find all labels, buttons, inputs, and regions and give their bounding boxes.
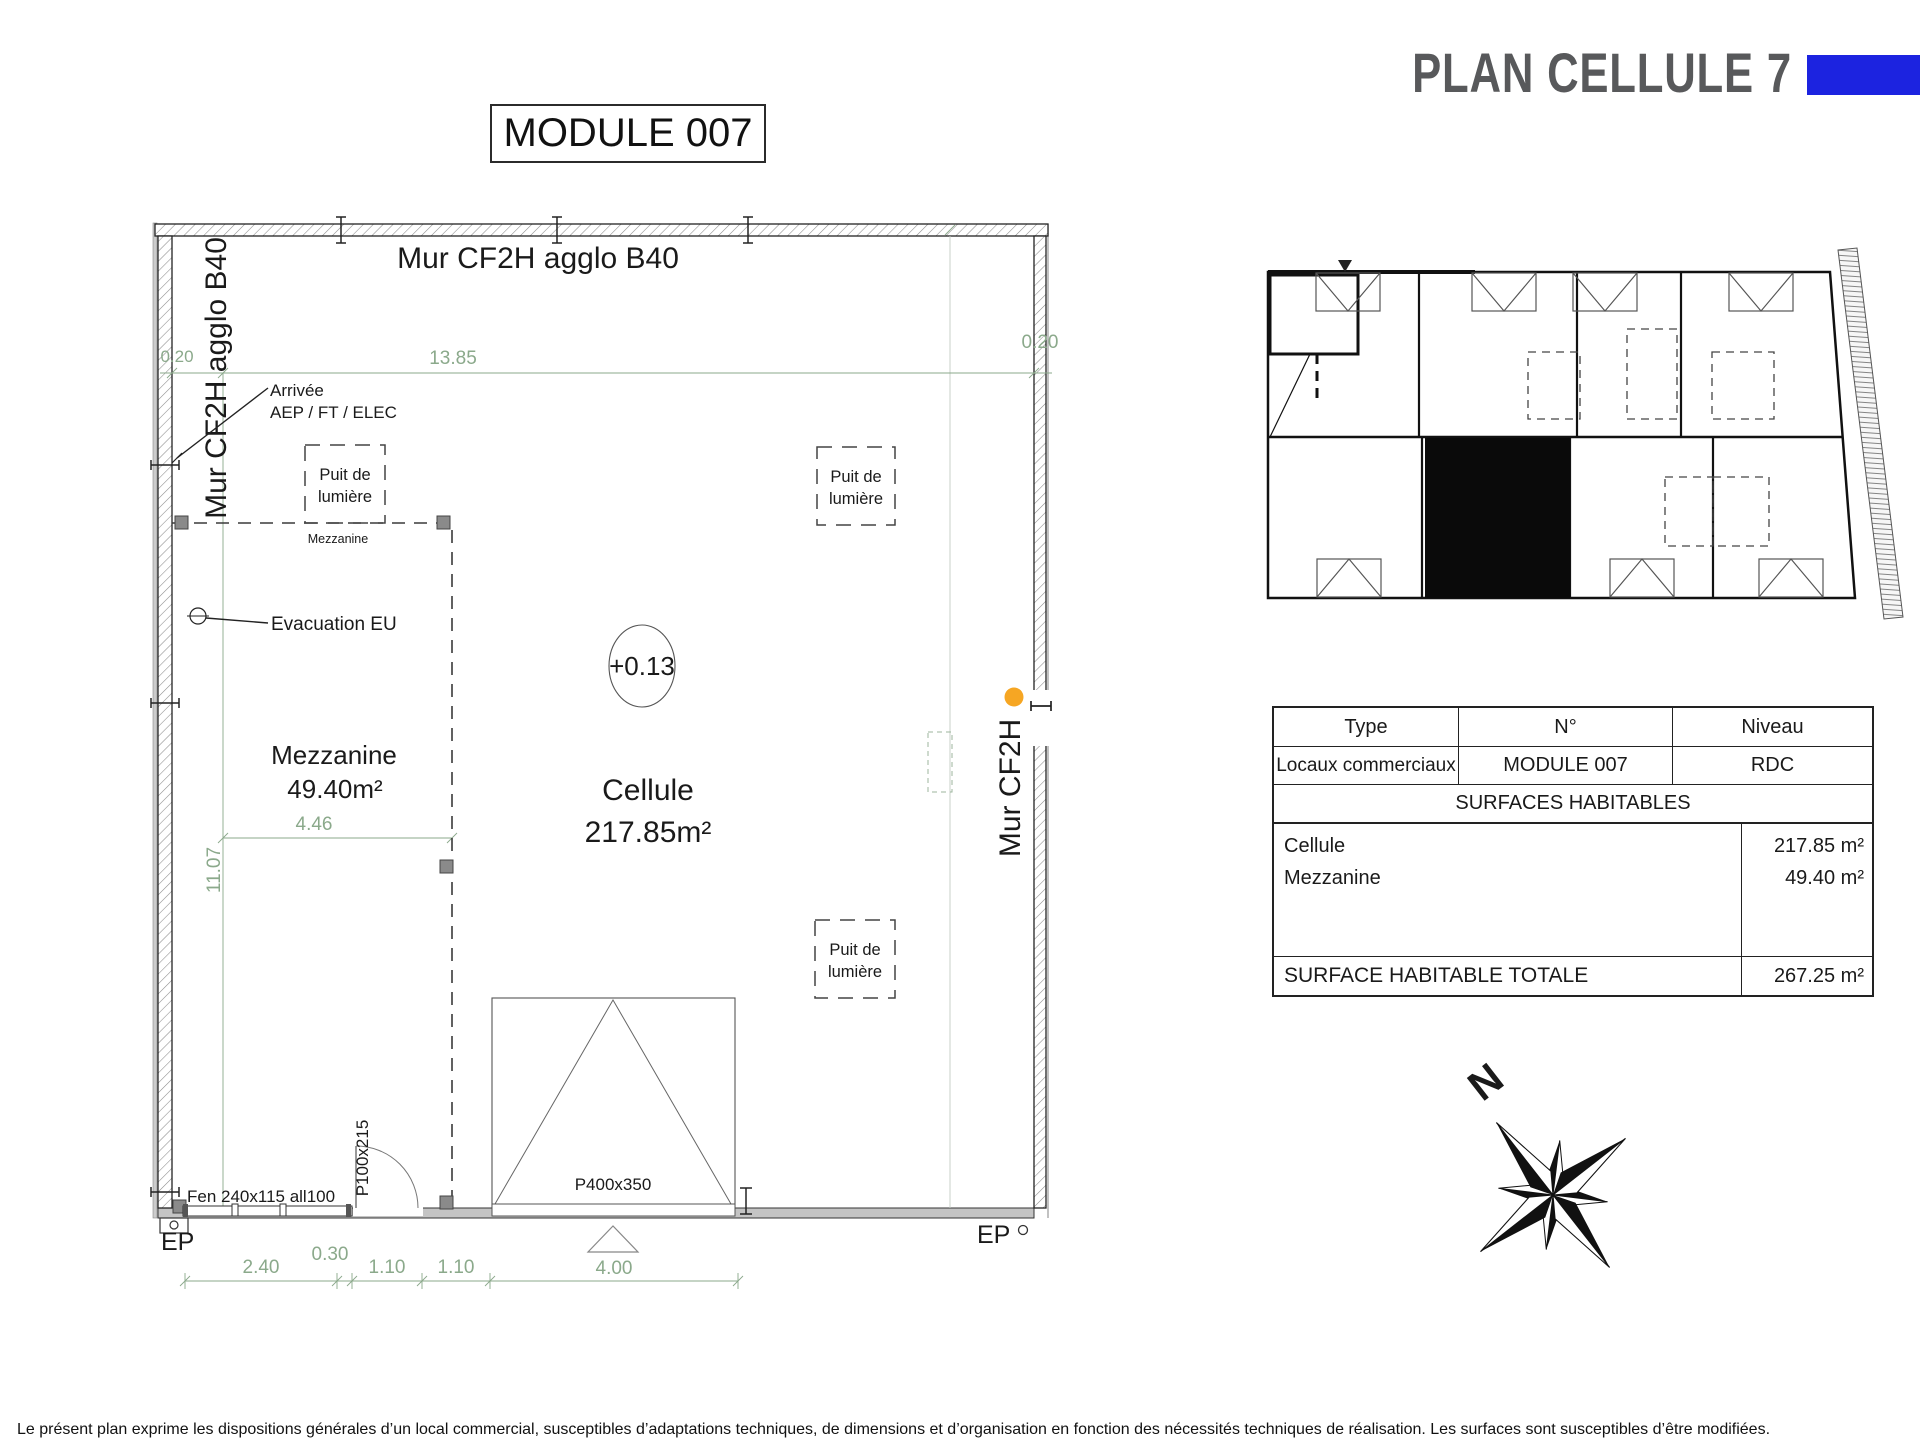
- table-data-row: [1274, 747, 1872, 785]
- dim-wall-right: 0.20: [1021, 332, 1059, 353]
- surface-table: [1272, 706, 1874, 997]
- door-large-label: P400x350: [574, 1175, 652, 1194]
- dim-110a: 1.10: [368, 1257, 406, 1278]
- arrivee-label-2: AEP / FT / ELEC: [270, 403, 397, 422]
- skylight-3: [815, 920, 895, 998]
- dim-mezz-width: 4.46: [295, 814, 333, 835]
- evacuation-leader: [206, 618, 268, 623]
- svg-text:lumière: lumière: [827, 963, 883, 981]
- selection-marker: [1005, 688, 1024, 707]
- table-section-title: SURFACES HABITABLES: [1455, 792, 1691, 814]
- module-title-box: [490, 104, 766, 163]
- table-cell-level: RDC: [1750, 754, 1795, 776]
- svg-text:Puit de: Puit de: [829, 941, 881, 959]
- cellule-name: Cellule: [602, 774, 694, 807]
- evacuation-label: Evacuation EU: [271, 614, 397, 635]
- dim-wall-left: 0.20: [160, 347, 194, 366]
- table-body-values: [1741, 824, 1872, 956]
- entrance-marker: [588, 1226, 638, 1252]
- table-header-type: Type: [1344, 715, 1388, 738]
- table-header-level: Niveau: [1741, 715, 1804, 738]
- floor-plan: [140, 190, 1060, 1310]
- page-title: PLAN CELLULE 7: [1412, 41, 1792, 104]
- footer-disclaimer: Le présent plan exprime les dispositions générales d’un local commercial, susceptibles d’adaptations techniques, de dimensions et d’organisation en fonction des nécessités techniques de réalisation. Les surfaces sont susceptibles d’être modifiées.: [17, 1421, 1771, 1438]
- wall-top-label: Mur CF2H agglo B40: [397, 242, 679, 275]
- dim-width: 13.85: [429, 348, 477, 369]
- ep-right-symbol: [1019, 1226, 1028, 1235]
- table-item-value: 217.85 m²: [1773, 835, 1864, 857]
- wall-top: [155, 224, 1048, 236]
- dim-400: 4.00: [595, 1258, 633, 1279]
- window-label: Fen 240x115 all100: [187, 1187, 336, 1206]
- wall-left-label: Mur CF2H agglo B40: [200, 237, 233, 519]
- dim-height: 11.07: [204, 846, 225, 894]
- left-exterior-face: [153, 223, 157, 1218]
- cellule-area: 217.85m²: [584, 816, 712, 849]
- table-total-row: [1274, 957, 1872, 995]
- svg-text:lumière: lumière: [317, 488, 373, 506]
- dim-110b: 1.10: [437, 1257, 475, 1278]
- table-section-row: [1274, 785, 1872, 824]
- dim-240: 2.40: [242, 1257, 280, 1278]
- svg-text:Puit de: Puit de: [319, 466, 371, 484]
- wall-right-patch: [1029, 690, 1053, 746]
- reserved-opening: [928, 732, 952, 792]
- ep-right-label: EP: [977, 1221, 1011, 1249]
- table-item-label: Cellule: [1284, 835, 1346, 857]
- table-item-label: Mezzanine: [1284, 867, 1381, 889]
- mezzanine-area: 49.40m²: [287, 774, 383, 804]
- wall-right-label: Mur CF2H: [994, 718, 1027, 858]
- table-total-label: SURFACE HABITABLE TOTALE: [1284, 964, 1589, 987]
- table-total-value: 267.25 m²: [1741, 957, 1872, 995]
- table-body-labels: [1274, 824, 1741, 956]
- table-cell-number: MODULE 007: [1458, 747, 1673, 784]
- table-item-value: 49.40 m²: [1785, 867, 1864, 889]
- level-marker: +0.13: [609, 651, 675, 681]
- site-highlighted-cell: [1425, 438, 1570, 598]
- skylight-1: [305, 445, 385, 523]
- svg-text:lumière: lumière: [828, 490, 884, 508]
- table-body: [1274, 824, 1872, 957]
- compass-rose: [1435, 1066, 1675, 1295]
- arrivee-label-1: Arrivée: [270, 381, 324, 400]
- site-key-plan: [1255, 222, 1905, 627]
- table-cell-type: Locaux commerciaux: [1276, 754, 1456, 776]
- ep-left-label: EP: [161, 1228, 195, 1256]
- mezzanine-tag: Mezzanine: [307, 532, 369, 546]
- module-title: MODULE 007: [503, 111, 753, 155]
- skylight-2: [817, 447, 895, 525]
- compass: [1435, 1045, 1675, 1295]
- svg-text:Puit de: Puit de: [830, 468, 882, 486]
- mezzanine-name: Mezzanine: [271, 740, 397, 770]
- arrivee-tick: [172, 453, 182, 463]
- dim-030: 0.30: [311, 1244, 349, 1265]
- compass-north-label: N: [1458, 1053, 1512, 1110]
- table-header-row: [1274, 708, 1872, 747]
- table-header-number: N°: [1458, 708, 1673, 746]
- wall-left: [158, 236, 172, 1208]
- title-accent-bar: [1807, 55, 1920, 95]
- door-small-label: P100x215: [353, 1119, 372, 1197]
